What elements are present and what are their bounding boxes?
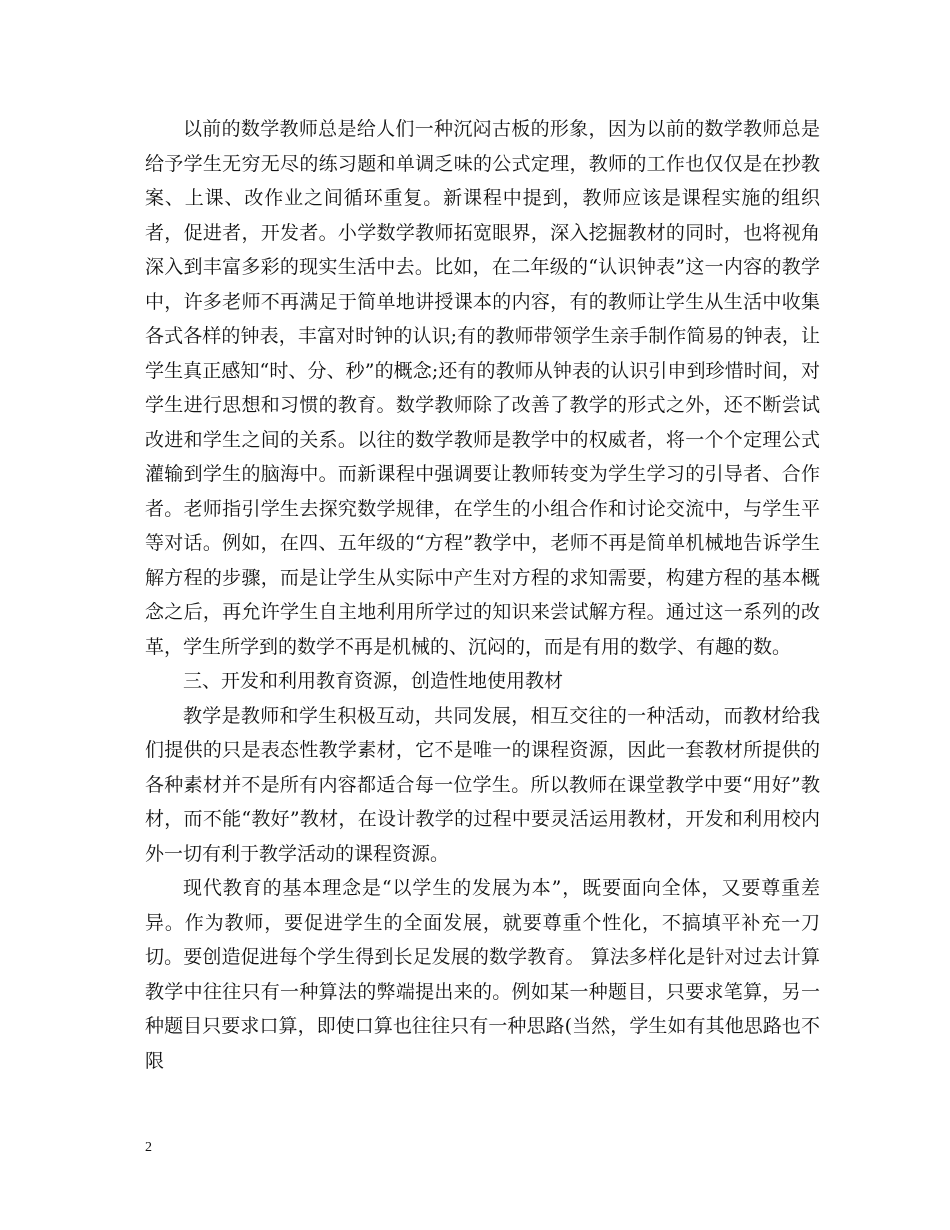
paragraph-textbook-use: 教学是教师和学生积极互动，共同发展，相互交往的一种活动，而教材给我们提供的只是表态性教学素材，它不是唯一的课程资源，因此一套教材所提供的各种素材并不是所有内容都适合每一位学生。所以教师在课堂教学中要“用好”教材，而不能“教好”教材，在设计教学的过程中要灵活运用教材，开发和利用校内外一切有利于教学活动的课程资源。 <box>145 704 820 865</box>
section-heading: 三、开发和利用教育资源，创造性地使用教材 <box>183 670 564 692</box>
paragraph-modern-education: 现代教育的基本理念是“以学生的发展为本”，既要面向全体，又要尊重差异。作为教师，要促进学生的全面发展，就要尊重个性化，不搞填平补充一刀切。要创造促进每个学生得到长足发展的数学教育。 算法多样化是针对过去计算教学中往往只有一种算法的弊端提出来的。例如某一种题目，只要求笔算，另一种题目只要求口算，即使口算也往往只有一种思路(当然，学生如有其他思路也不限 <box>145 877 820 1072</box>
paragraph-teacher-role: 以前的数学教师总是给人们一种沉闷古板的形象，因为以前的数学教师总是给予学生无穷无尽的练习题和单调乏味的公式定理，教师的工作也仅仅是在抄教案、上课、改作业之间循环重复。新课程中提到，教师应该是课程实施的组织者，促进者，开发者。小学数学教师拓宽眼界，深入挖掘教材的同时，也将视角深入到丰富多彩的现实生活中去。比如，在二年级的“认识钟表”这一内容的教学中，许多老师不再满足于简单地讲授课本的内容，有的教师让学生从生活中收集各式各样的钟表，丰富对时钟的认识;有的教师带领学生亲手制作简易的钟表，让学生真正感知“时、分、秒”的概念;还有的教师从钟表的认识引申到珍惜时间，对学生进行思想和习惯的教育。数学教师除了改善了教学的形式之外，还不断尝试改进和学生之间的关系。以往的数学教师是教学中的权威者，将一个个定理公式灌输到学生的脑海中。而新课程中强调要让教师转变为学生学习的引导者、合作者。老师指引学生去探究数学规律，在学生的小组合作和讨论交流中，与学生平等对话。例如，在四、五年级的“方程”教学中，老师不再是简单机械地告诉学生解方程的步骤，而是让学生从实际中产生对方程的求知需要，构建方程的基本概念之后，再允许学生自主地利用所学过的知识来尝试解方程。通过这一系列的改革，学生所学到的数学不再是机械的、沉闷的，而是有用的数学、有趣的数。 <box>145 118 820 658</box>
page-number: 2 <box>145 1140 152 1155</box>
document-body <box>145 112 820 1078</box>
